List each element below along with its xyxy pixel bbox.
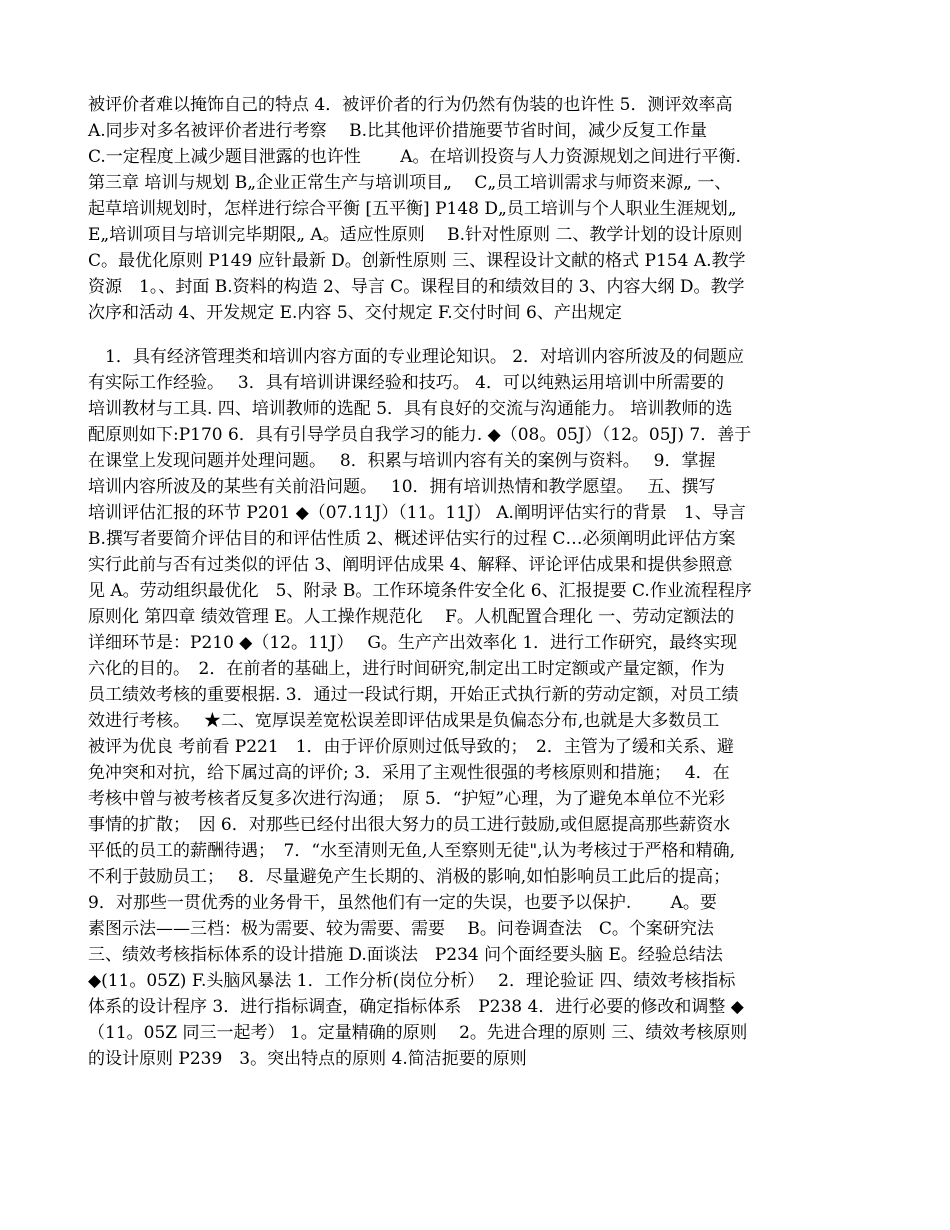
text-line: 员工绩效考核的重要根据. 3．通过一段试行期，开始正式执行新的劳动定额，对员工绩 (88, 685, 739, 705)
text-line: 平低的员工的薪酬待遇； 7．“水至清则无鱼,人至察则无徒",认为考核过于严格和精确, (88, 841, 736, 861)
text-line: 起草培训规划时，怎样进行综合平衡 [五平衡] P148 D„员工培训与个人职业生涯规划„ (88, 199, 737, 219)
text-line: 被评价者难以掩饰自己的特点 4．被评价者的行为仍然有伪装的也许性 5．测评效率高 (88, 95, 733, 115)
text-line: 考核中曾与被考核者反复多次进行沟通； 原 5．“护短”心理，为了避免本单位不光彩 (88, 789, 726, 809)
text-line: （11。05Z 同三一起考） 1。定量精确的原则 2。先进合理的原则 三、绩效考核原则 (88, 1023, 748, 1043)
text-line: 的设计原则 P239 3。突出特点的原则 4.简洁扼要的原则 (88, 1049, 527, 1069)
document-page (88, 92, 862, 1072)
text-line: ◆(11。05Z) F.头脑风暴法 1．工作分析(岗位分析） 2．理论验证 四、绩效考核指标 (88, 971, 736, 991)
text-line: 培训教材与工具. 四、培训教师的选配 5．具有良好的交流与沟通能力。 培训教师的选 (88, 399, 733, 419)
text-line: 被评为优良 考前看 P221 1．由于评价原则过低导致的； 2．主管为了缓和关系、避 (88, 737, 734, 757)
text-line: E„培训项目与培训完毕期限„ A。适应性原则 B.针对性原则 二、教学计划的设计原则 (88, 225, 743, 245)
text-line: 三、绩效考核指标体系的设计措施 D.面谈法 P234 问个面经要头脑 E。经验总结法 (88, 945, 723, 965)
text-line: C。最优化原则 P149 应针最新 D。创新性原则 三、课程设计文献的格式 P154 A.教学 (88, 251, 746, 271)
text-line: A.同步对多名被评价者进行考察 B.比其他评价措施要节省时间，减少反复工作量 (88, 121, 707, 141)
text-line: 实行此前与否有过类似的评估 3、阐明评估成果 4、解释、评论评估成果和提供参照意 (88, 555, 733, 575)
text-line: 事情的扩散； 因 6．对那些已经付出很大努力的员工进行鼓励,或但愿提高那些薪资水 (88, 815, 731, 835)
text-line: 免冲突和对抗，给下属过高的评价; 3．采用了主观性很强的考核原则和措施； 4．在 (88, 763, 730, 783)
text-line: 有实际工作经验。 3．具有培训讲课经验和技巧。 4．可以纯熟运用培训中所需要的 (88, 373, 724, 393)
text-line: 详细环节是：P210 ◆（12。11J） G。生产产出效率化 1．进行工作研究，最终实现 (88, 633, 738, 653)
text-line: 见 A。劳动组织最优化 5、附录 B。工作环境条件安全化 6、汇报提要 C.作业流程程序 (88, 581, 752, 601)
text-line: 原则化 第四章 绩效管理 E。人工操作规范化 F。人机配置合理化 一、劳动定额法的 (88, 607, 735, 627)
text-line: 配原则如下:P170 6．具有引导学员自我学习的能力. ◆（08。05J）（12。05J) 7．善于 (88, 425, 752, 445)
text-line: 9．对那些一贯优秀的业务骨干，虽然他们有一定的失误，也要予以保护. A。要 (88, 893, 717, 913)
text-line: 次序和活动 4、开发规定 E.内容 5、交付规定 F.交付时间 6、产出规定 (88, 303, 622, 323)
text-line: 素图示法——三档：极为需要、较为需要、需要 B。问卷调查法 C。个案研究法 (88, 919, 714, 939)
text-line: 培训内容所波及的某些有关前沿问题。 10．拥有培训热情和教学愿望。 五、撰写 (88, 477, 716, 497)
text-line: 体系的设计程序 3．进行指标调查，确定指标体系 P238 4．进行必要的修改和调整 ◆ (88, 997, 744, 1017)
text-line: 六化的目的。 2．在前者的基础上，进行时间研究,制定出工时定额或产量定额，作为 (88, 659, 725, 679)
text-line: 1．具有经济管理类和培训内容方面的专业理论知识。 2．对培训内容所波及的伺题应 (88, 347, 745, 367)
text-line: C.一定程度上减少题目泄露的也许性 A。在培训投资与人力资源规划之间进行平衡. (88, 147, 741, 167)
text-line: 第三章 培训与规划 B„企业正常生产与培训项目„ C„员工培训需求与师资来源„ 一、 (88, 173, 732, 193)
text-line: 培训评估汇报的环节 P201 ◆（07.11J）（11。11J） A.阐明评估实行的背景 1、导言 (88, 503, 746, 523)
paragraph-1 (88, 92, 862, 326)
text-line: B.撰写者要简介评估目的和评估性质 2、概述评估实行的过程 C…必须阐明此评估方案 (88, 529, 736, 549)
text-line: 不利于鼓励员工； 8．尽量避免产生长期的、消极的影响,如怕影响员工此后的提高； (88, 867, 731, 887)
text-line: 资源 1。、封面 B.资料的构造 2、导言 C。课程目的和绩效目的 3、内容大纲 D。教学 (88, 277, 745, 297)
text-line: 效进行考核。 ★二、宽厚误差宽松误差即评估成果是负偏态分布,也就是大多数员工 (88, 711, 720, 731)
paragraph-2 (88, 344, 862, 1072)
text-line: 在课堂上发现问题并处理问题。 8．积累与培训内容有关的案例与资料。 9．掌握 (88, 451, 716, 471)
